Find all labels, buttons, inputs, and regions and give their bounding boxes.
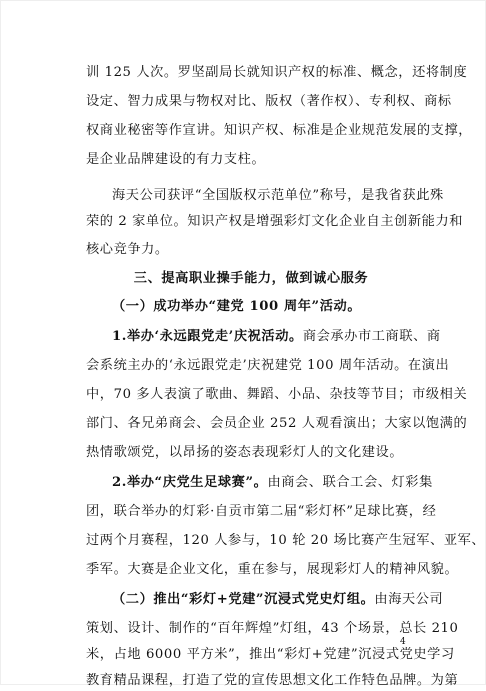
text-line: 训 125 人次。罗坚副局长就知识产权的标准、概念，还将制度 (86, 65, 468, 80)
paragraph-line-3 (112, 590, 444, 610)
page-number: 4 (400, 637, 406, 647)
paragraph-text: 由商会、联合工会、灯彩集 (267, 475, 433, 490)
text-line: 核心竞争力。 (86, 242, 169, 257)
text-line: 季军。大赛是企业文化，重在参与，展现彩灯人的精神风貌。 (86, 562, 459, 577)
paragraph-lead: 1.举办‘永远跟党走’庆祝活动。 (112, 329, 303, 344)
paragraph-line-2 (112, 473, 433, 493)
paragraph-lead: （二）推出“彩灯+党建”沉浸式党史灯组。 (112, 592, 375, 607)
subsection-heading: （一）成功举办“建党 100 周年”活动。 (112, 299, 362, 314)
text-line: 团，联合举办的灯彩·自贡市第二届“彩灯杯”足球比赛，经 (86, 504, 437, 519)
paragraph-lead: 2.举办“庆党生足球赛”。 (112, 475, 268, 490)
text-line: 是企业品牌建设的有力支柱。 (86, 152, 266, 167)
section-heading: 三、提高职业操手能力，做到诚心服务 (133, 271, 369, 286)
text-line: 设定、智力成果与物权对比、版权（著作权）、专利权、商标 (86, 94, 452, 109)
text-line: 过两个月赛程，120 人参与，10 轮 20 场比赛产生冠军、亚军、 (86, 533, 486, 548)
text-line: 教育精品课程，打造了党的宣传思想文化工作特色品牌。为第 (86, 673, 459, 688)
text-line: 荣的 2 家单位。知识产权是增强彩灯文化企业自主创新能力和 (86, 214, 464, 229)
paragraph-line-1 (112, 327, 441, 347)
text-line: 中，70 多人表演了歌曲、舞蹈、小品、杂技等节目；市级相关 (86, 387, 468, 402)
text-line: 热情歌颂党，以昂扬的姿态表现彩灯人的文化建设。 (86, 445, 404, 460)
text-line: 海天公司获评“全国版权示范单位”称号，是我省获此殊 (112, 188, 444, 203)
text-line: 会系统主办的‘永远跟党走’庆祝建党 100 周年活动。在演出 (86, 358, 450, 373)
paragraph-text: 商会承办市工商联、商 (302, 329, 441, 344)
text-line: 策划、设计、制作的“百年辉煌”灯组，43 个场景，总长 210 (86, 621, 459, 636)
text-line: 米，占地 6000 平方米”，推出“彩灯+党建”沉浸式党史学习 (86, 647, 455, 662)
paragraph-text: 由海天公司 (374, 592, 444, 607)
text-line: 权商业秘密等作宣讲。知识产权、标准是企业规范发展的支撑， (86, 123, 473, 138)
text-line: 部门、各兄弟商会、会员企业 252 人观看演出；大家以饱满的 (86, 416, 468, 431)
